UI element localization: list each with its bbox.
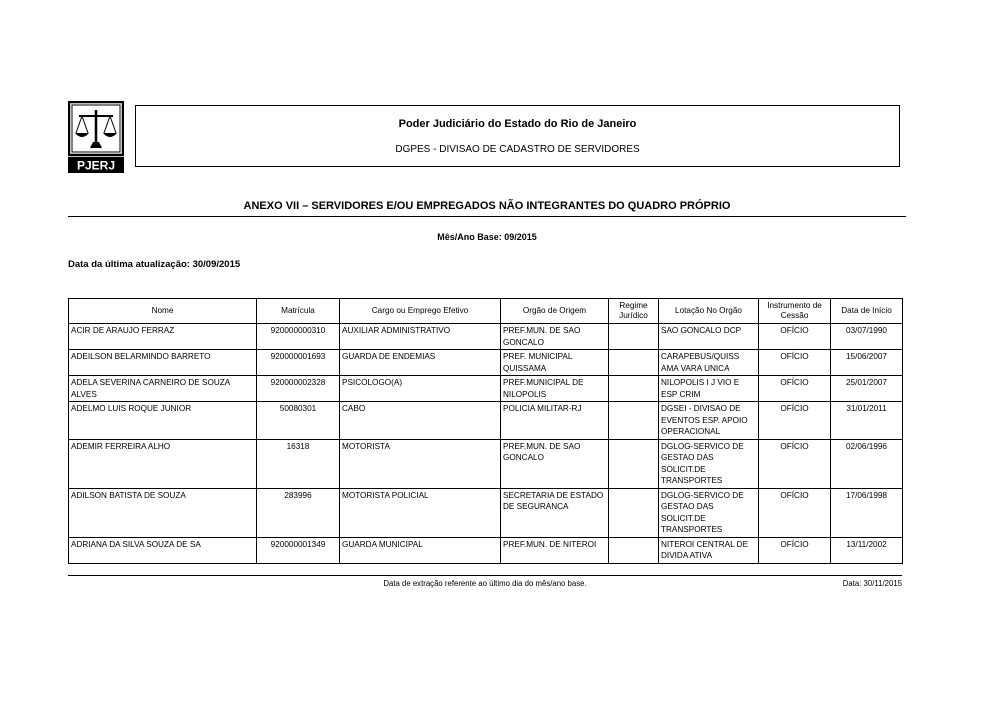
- table-row: [69, 324, 903, 350]
- cell-lotacao: SAO GONCALO DCP: [659, 324, 759, 350]
- table-row: [69, 376, 903, 402]
- column-header-cargo: Cargo ou Emprego Efetivo: [340, 299, 501, 324]
- cell-data: 03/07/1990: [831, 324, 903, 350]
- cell-matricula: 920000002328: [257, 376, 340, 402]
- cell-data: 31/01/2011: [831, 402, 903, 440]
- table-row: [69, 537, 903, 563]
- document-title: ANEXO VII – SERVIDORES E/OU EMPREGADOS NÃO INTEGRANTES DO QUADRO PRÓPRIO: [243, 200, 731, 212]
- header-box: [135, 105, 900, 167]
- title-divider: [68, 216, 906, 217]
- cell-cargo: MOTORISTA POLICIAL: [340, 488, 501, 537]
- cell-cargo: GUARDA DE ENDEMIAS: [340, 350, 501, 376]
- column-header-lotacao: Lotação No Orgão: [659, 299, 759, 324]
- cell-regime: [609, 537, 659, 563]
- cell-matricula: 920000001693: [257, 350, 340, 376]
- cell-matricula: 16318: [257, 439, 340, 488]
- cell-nome: ADEILSON BELARMINDO BARRETO: [69, 350, 257, 376]
- cell-nome: ADELA SEVERINA CARNEIRO DE SOUZA ALVES: [69, 376, 257, 402]
- cell-orgao: PREF.MUN. DE NITEROI: [501, 537, 609, 563]
- column-header-orgao: Orgão de Origem: [501, 299, 609, 324]
- table-row: [69, 402, 903, 440]
- logo-text: PJERJ: [76, 158, 116, 173]
- cell-data: 17/06/1998: [831, 488, 903, 537]
- cell-matricula: 920000001349: [257, 537, 340, 563]
- cell-data: 02/06/1996: [831, 439, 903, 488]
- cell-regime: [609, 402, 659, 440]
- pjerj-logo: [68, 101, 124, 173]
- cell-lotacao: NITEROI CENTRAL DE DIVIDA ATIVA: [659, 537, 759, 563]
- cell-data: 13/11/2002: [831, 537, 903, 563]
- cell-cargo: GUARDA MUNICIPAL: [340, 537, 501, 563]
- cell-instrumento: OFÍCIO: [759, 537, 831, 563]
- column-header-matricula: Matrícula: [257, 299, 340, 324]
- cell-orgao: PREF.MUN. DE SAO GONCALO: [501, 324, 609, 350]
- cell-instrumento: OFÍCIO: [759, 324, 831, 350]
- cell-cargo: PSICOLOGO(A): [340, 376, 501, 402]
- department-name: DGPES - DIVISAO DE CADASTRO DE SERVIDORES: [395, 144, 640, 155]
- cell-regime: [609, 439, 659, 488]
- cell-nome: ACIR DE ARAUJO FERRAZ: [69, 324, 257, 350]
- cell-lotacao: NILOPOLIS I J VIO E ESP CRIM: [659, 376, 759, 402]
- cell-matricula: 920000000310: [257, 324, 340, 350]
- cell-data: 25/01/2007: [831, 376, 903, 402]
- cell-regime: [609, 488, 659, 537]
- cell-instrumento: OFÍCIO: [759, 350, 831, 376]
- column-header-data: Data de Início: [831, 299, 903, 324]
- cell-lotacao: DGSEI - DIVISAO DE EVENTOS ESP. APOIO OPERACIONAL: [659, 402, 759, 440]
- cell-nome: ADEMIR FERREIRA ALHO: [69, 439, 257, 488]
- scales-of-justice-icon: [68, 101, 124, 173]
- cell-matricula: 283996: [257, 488, 340, 537]
- footer-divider: [68, 575, 902, 576]
- cell-orgao: PREF.MUNICIPAL DE NILOPOLIS: [501, 376, 609, 402]
- footer-note: Data de extração referente ao último dia do mês/ano base.: [383, 579, 587, 588]
- cell-instrumento: OFÍCIO: [759, 376, 831, 402]
- column-header-regime: Regime Jurídico: [609, 299, 659, 324]
- cell-regime: [609, 350, 659, 376]
- cell-orgao: PREF. MUNICIPAL QUISSAMA: [501, 350, 609, 376]
- cell-orgao: PREF.MUN. DE SAO GONCALO: [501, 439, 609, 488]
- table-row: [69, 439, 903, 488]
- cell-regime: [609, 376, 659, 402]
- cell-lotacao: DGLOG-SERVICO DE GESTAO DAS SOLICIT.DE TRANSPORTES: [659, 488, 759, 537]
- cell-lotacao: CARAPEBUS/QUISS AMA VARA UNICA: [659, 350, 759, 376]
- cell-lotacao: DGLOG-SERVICO DE GESTAO DAS SOLICIT.DE TRANSPORTES: [659, 439, 759, 488]
- cell-cargo: CABO: [340, 402, 501, 440]
- cell-matricula: 50080301: [257, 402, 340, 440]
- cell-regime: [609, 324, 659, 350]
- table-row: [69, 488, 903, 537]
- table-row: [69, 350, 903, 376]
- cell-orgao: POLICIA MILITAR-RJ: [501, 402, 609, 440]
- cell-cargo: AUXILIAR ADMINISTRATIVO: [340, 324, 501, 350]
- cell-instrumento: OFÍCIO: [759, 439, 831, 488]
- column-header-nome: Nome: [69, 299, 257, 324]
- cell-nome: ADRIANA DA SILVA SOUZA DE SA: [69, 537, 257, 563]
- servants-table: [68, 298, 903, 564]
- cell-nome: ADILSON BATISTA DE SOUZA: [69, 488, 257, 537]
- cell-data: 15/06/2007: [831, 350, 903, 376]
- cell-orgao: SECRETARIA DE ESTADO DE SEGURANCA: [501, 488, 609, 537]
- base-month: Mês/Ano Base: 09/2015: [437, 232, 537, 242]
- table-header-row: [69, 299, 903, 324]
- cell-instrumento: OFÍCIO: [759, 488, 831, 537]
- cell-cargo: MOTORISTA: [340, 439, 501, 488]
- column-header-instrumento: Instrumento de Cessão: [759, 299, 831, 324]
- cell-nome: ADELMO LUIS ROQUE JUNIOR: [69, 402, 257, 440]
- cell-instrumento: OFÍCIO: [759, 402, 831, 440]
- last-update: Data da última atualização: 30/09/2015: [68, 259, 241, 270]
- court-name: Poder Judiciário do Estado do Rio de Janeiro: [398, 118, 637, 130]
- extraction-date: Data: 30/11/2015: [842, 579, 902, 588]
